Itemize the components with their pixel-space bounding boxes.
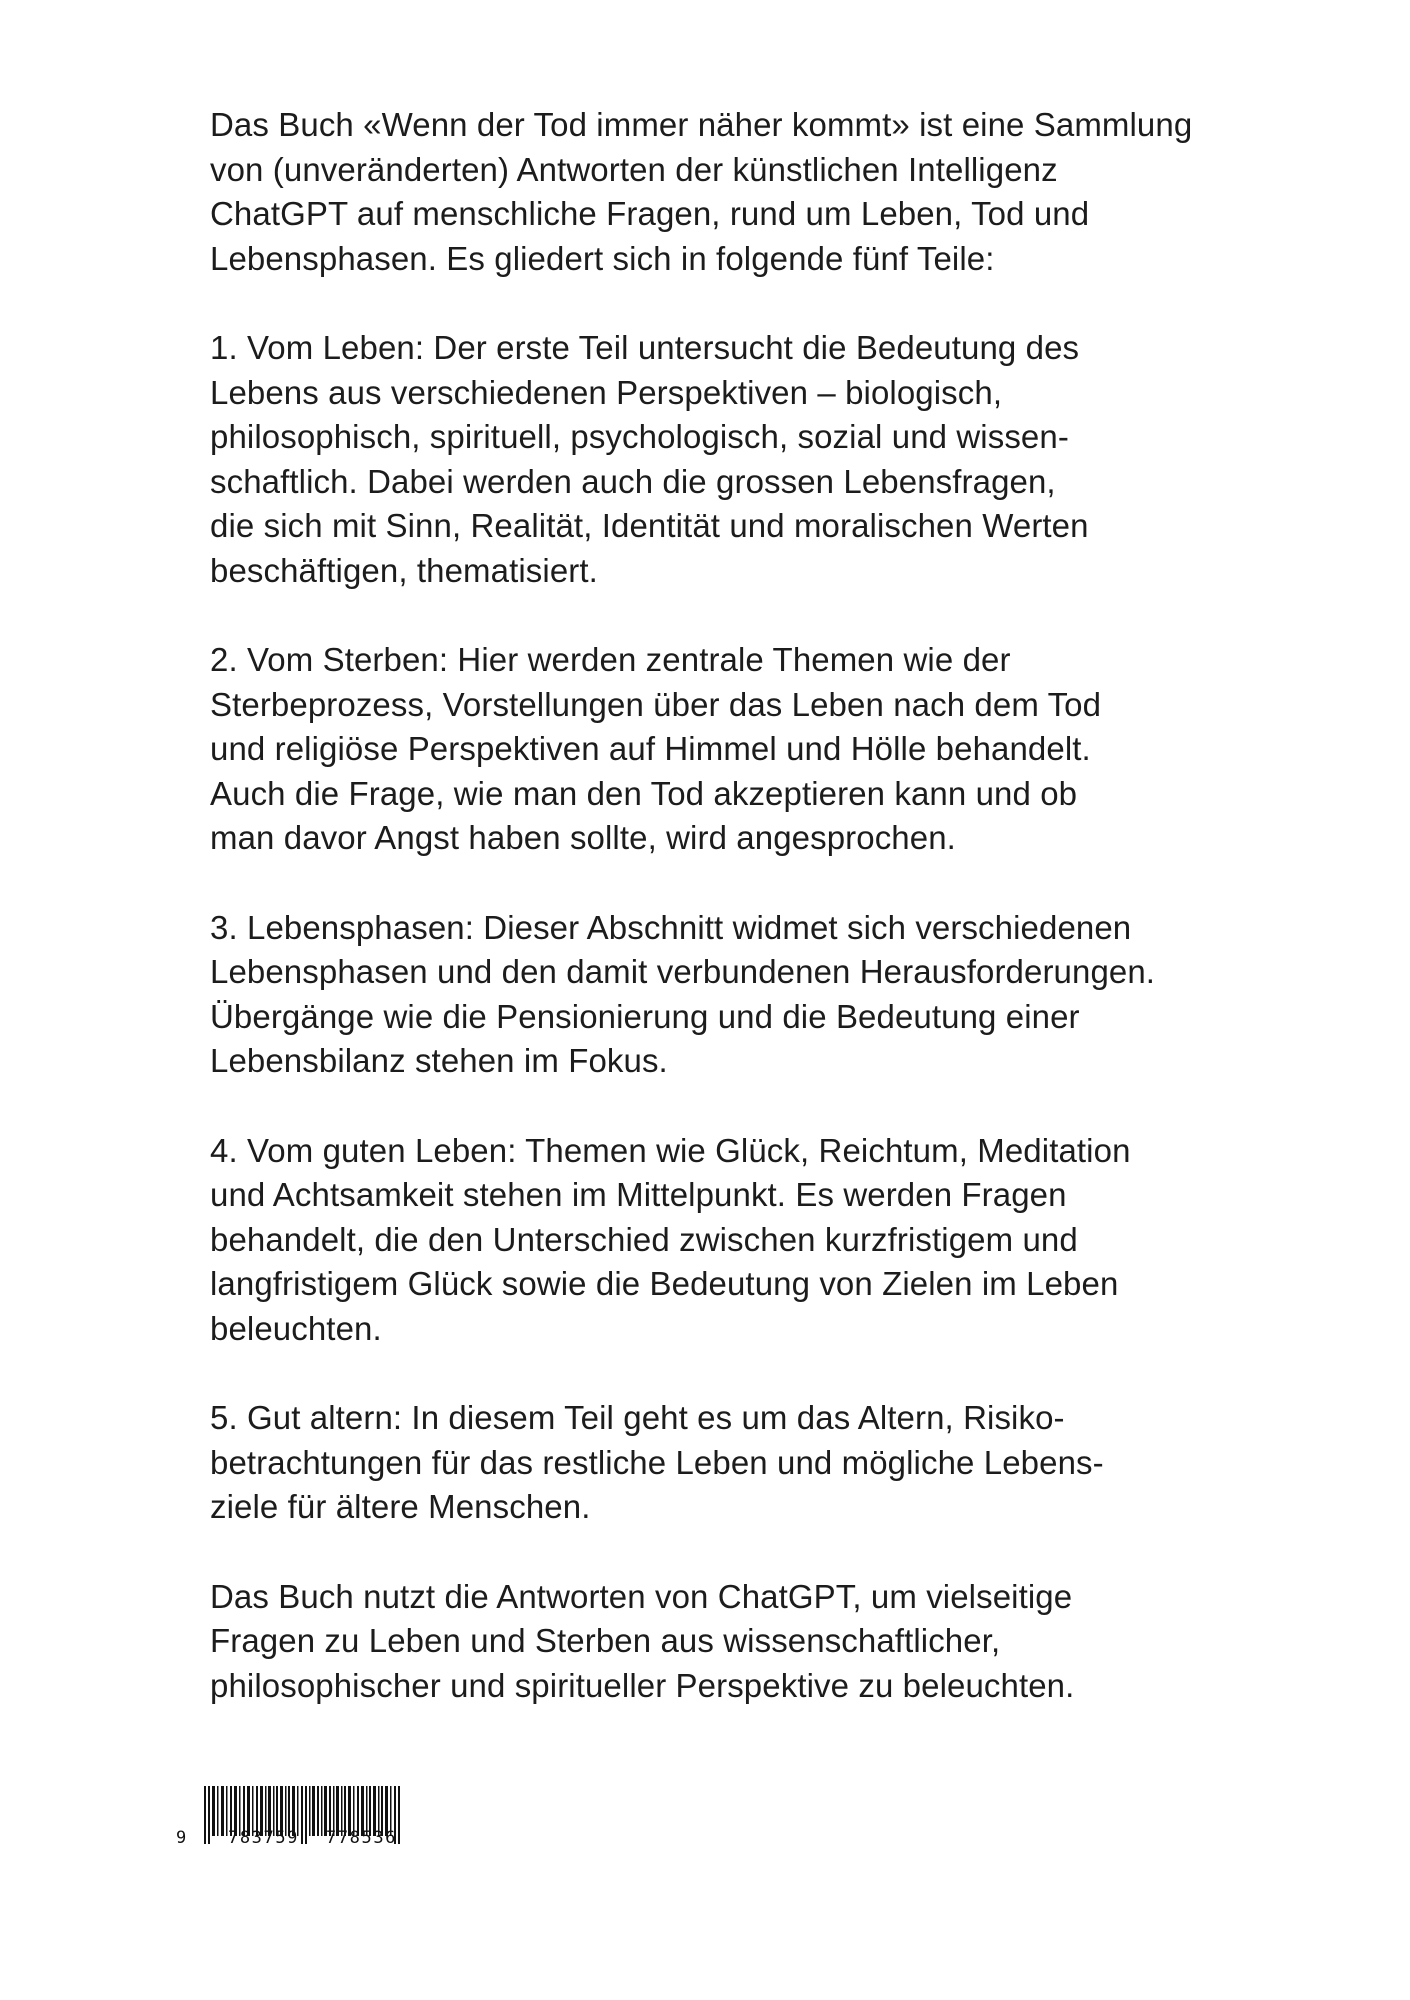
part-4-paragraph <box>210 1129 1310 1352</box>
text-line: Das Buch «Wenn der Tod immer näher kommt» ist eine Sammlung <box>210 106 1193 143</box>
text-line: behandelt, die den Unterschied zwischen kurzfristigem und <box>210 1220 1078 1258</box>
text-line: die sich mit Sinn, Realität, Identität und moralischen Werten <box>210 507 1089 544</box>
text-line: Auch die Frage, wie man den Tod akzeptieren kann und ob <box>210 774 1078 812</box>
text-line: philosophischer und spiritueller Perspektive zu beleuchten. <box>210 1666 1075 1704</box>
text-line: Fragen zu Leben und Sterben aus wissenschaftlicher, <box>210 1622 1001 1659</box>
text-line: betrachtungen für das restliche Leben und mögliche Lebens- <box>210 1443 1104 1481</box>
text-line: langfristigem Glück sowie die Bedeutung von Zielen im Leben <box>210 1265 1119 1302</box>
part-1-paragraph <box>210 326 1310 593</box>
text-line: Lebensphasen. Es gliedert sich in folgende fünf Teile: <box>210 239 995 277</box>
text-line: Lebens aus verschiedenen Perspektiven – biologisch, <box>210 373 1003 411</box>
text-line: philosophisch, spirituell, psychologisch, sozial und wissen- <box>210 418 1069 455</box>
text-line: schaftlich. Dabei werden auch die grossen Lebensfragen, <box>210 462 1056 500</box>
barcode-right-digits: 778536 <box>326 1828 398 1848</box>
text-line: Lebensphasen und den damit verbundenen Herausforderungen. <box>210 953 1156 990</box>
text-line: von (unveränderten) Antworten der künstlichen Intelligenz <box>210 150 1058 188</box>
closing-paragraph <box>210 1575 1310 1709</box>
text-line: Das Buch nutzt die Antworten von ChatGPT, um vielseitige <box>210 1577 1073 1615</box>
text-line: man davor Angst haben sollte, wird angesprochen. <box>210 819 956 856</box>
barcode-lead-digit: 9 <box>176 1828 188 1848</box>
text-line: 2. Vom Sterben: Hier werden zentrale Themen wie der <box>210 641 1011 678</box>
text-line: Übergänge wie die Pensionierung und die Bedeutung einer <box>210 997 1080 1035</box>
text-line: ziele für ältere Menschen. <box>210 1488 591 1525</box>
text-line: ChatGPT auf menschliche Fragen, rund um Leben, Tod und <box>210 195 1090 232</box>
text-line: 5. Gut altern: In diesem Teil geht es um das Altern, Risiko- <box>210 1399 1065 1436</box>
text-line: 3. Lebensphasen: Dieser Abschnitt widmet sich verschiedenen <box>210 908 1132 946</box>
text-line: und religiöse Perspektiven auf Himmel und Hölle behandelt. <box>210 730 1091 767</box>
part-2-paragraph <box>210 638 1310 861</box>
barcode-left-digits: 783759 <box>228 1828 300 1848</box>
intro-paragraph <box>210 103 1310 281</box>
text-line: beleuchten. <box>210 1309 382 1347</box>
barcode-bars-icon <box>176 1786 456 1846</box>
text-line: 4. Vom guten Leben: Themen wie Glück, Reichtum, Meditation <box>210 1131 1131 1169</box>
text-line: beschäftigen, thematisiert. <box>210 551 598 589</box>
part-5-paragraph <box>210 1396 1310 1530</box>
text-line: Sterbeprozess, Vorstellungen über das Leben nach dem Tod <box>210 685 1102 723</box>
text-line: und Achtsamkeit stehen im Mittelpunkt. Es werden Fragen <box>210 1176 1067 1213</box>
text-line: 1. Vom Leben: Der erste Teil untersucht die Bedeutung des <box>210 329 1080 366</box>
isbn-barcode <box>176 1786 456 1846</box>
blurb-text <box>210 103 1310 1753</box>
part-3-paragraph <box>210 906 1310 1084</box>
text-line: Lebensbilanz stehen im Fokus. <box>210 1042 668 1079</box>
